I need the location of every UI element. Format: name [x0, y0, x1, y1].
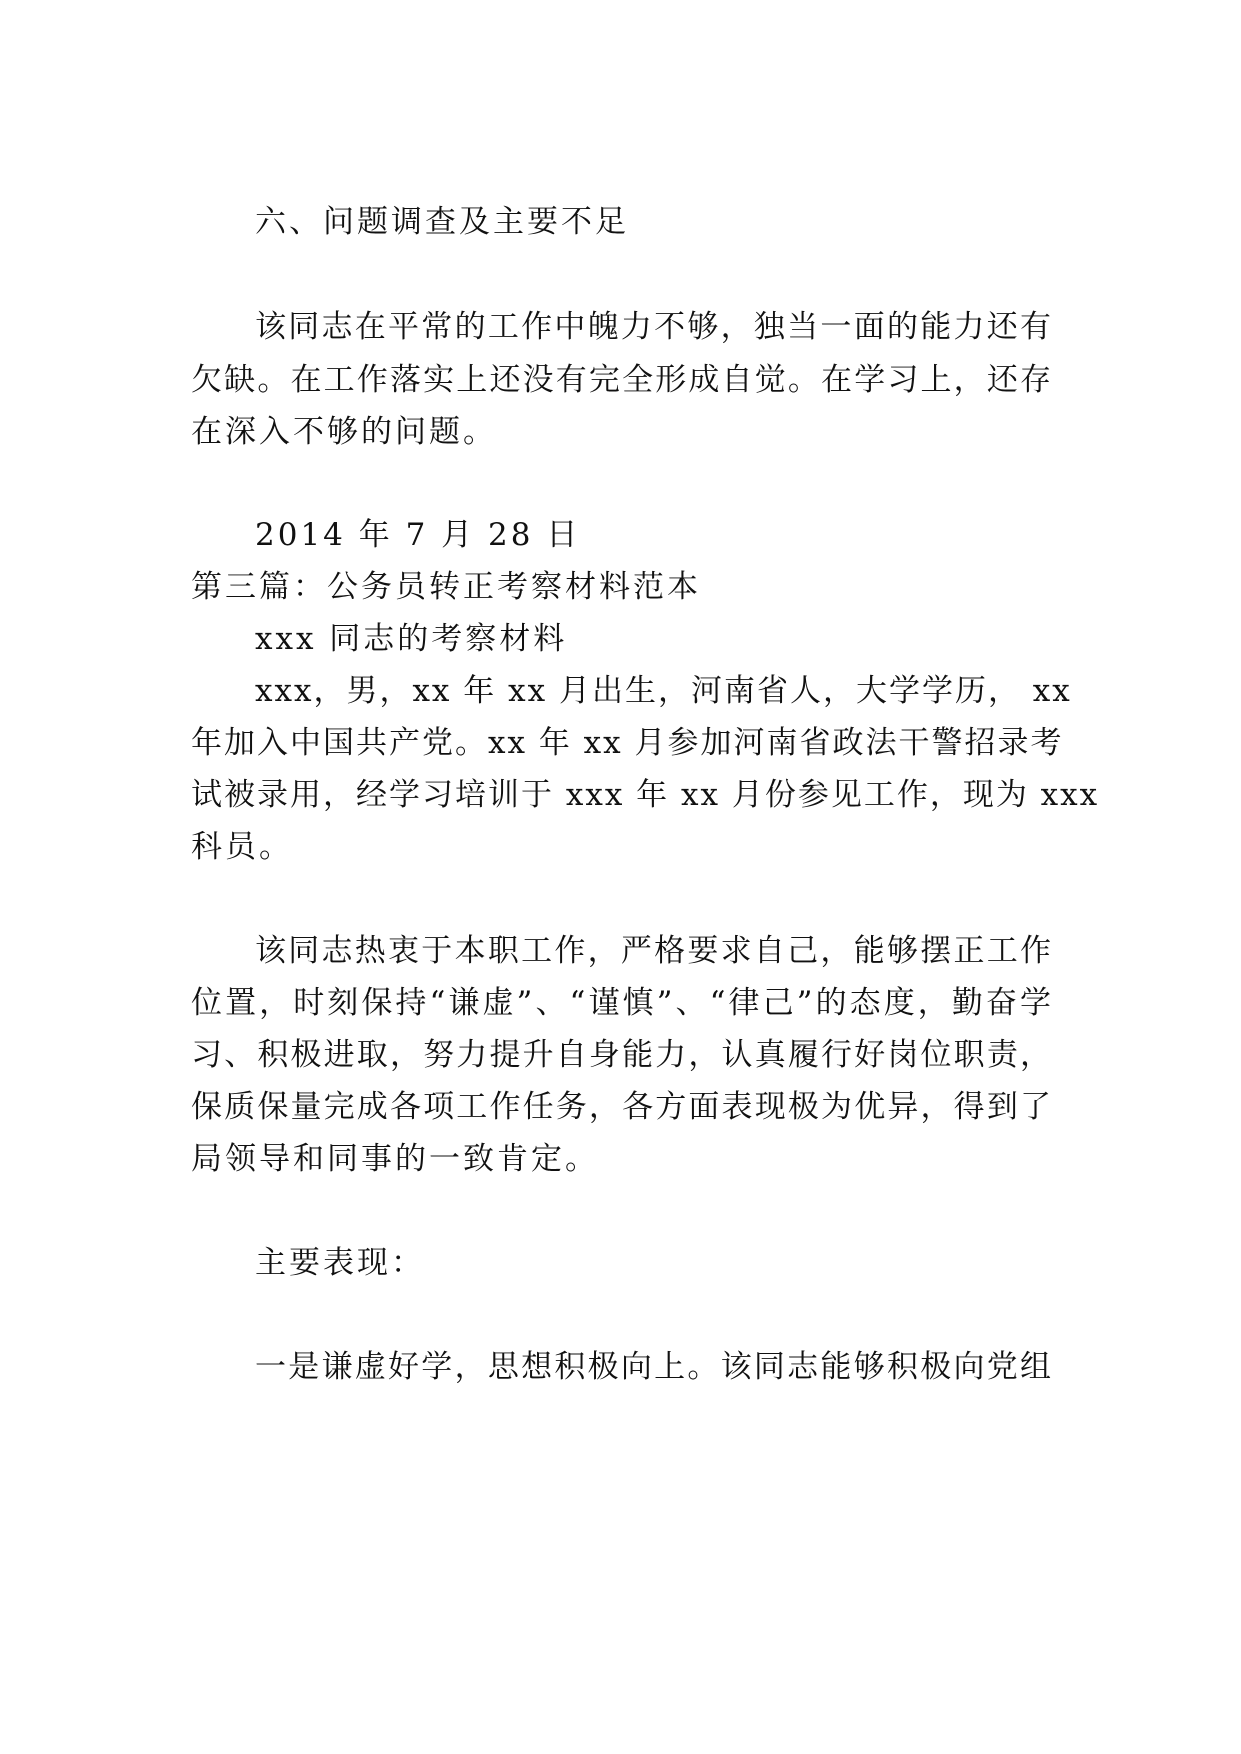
paragraph-line: 习、积极进取，努力提升自身能力，认真履行好岗位职责，	[191, 1037, 1053, 1073]
section-heading: 六、问题调查及主要不足	[255, 204, 629, 240]
paragraph-line: 保质保量完成各项工作任务，各方面表现极为优异，得到了	[191, 1089, 1053, 1125]
paragraph-line: 欠缺。在工作落实上还没有完全形成自觉。在学习上，还存	[191, 362, 1053, 398]
paragraph-line: 年加入中国共产党。xx 年 xx 月参加河南省政法干警招录考	[191, 725, 1064, 761]
paragraph-line: 科员。	[191, 829, 293, 865]
paragraph-line: 一是谦虚好学，思想积极向上。该同志能够积极向党组	[255, 1349, 1053, 1385]
paragraph-line: 局领导和同事的一致肯定。	[191, 1141, 599, 1177]
paragraph-line: 试被录用，经学习培训于 xxx 年 xx 月份参见工作，现为 xxx	[191, 777, 1100, 813]
material-title: xxx 同志的考察材料	[255, 621, 568, 657]
paragraph-line: xxx，男，xx 年 xx 月出生，河南省人，大学学历， xx	[255, 673, 1072, 709]
chapter-title: 第三篇：公务员转正考察材料范本	[191, 569, 701, 605]
subheading: 主要表现：	[255, 1245, 425, 1281]
date-line: 2014 年 7 月 28 日	[255, 517, 581, 553]
paragraph-line: 该同志在平常的工作中魄力不够，独当一面的能力还有	[255, 309, 1053, 345]
paragraph-line: 该同志热衷于本职工作，严格要求自己，能够摆正工作	[255, 933, 1053, 969]
paragraph-line: 位置，时刻保持“谦虚”、“谨慎”、“律己”的态度，勤奋学	[191, 985, 1053, 1021]
paragraph-line: 在深入不够的问题。	[191, 414, 497, 450]
